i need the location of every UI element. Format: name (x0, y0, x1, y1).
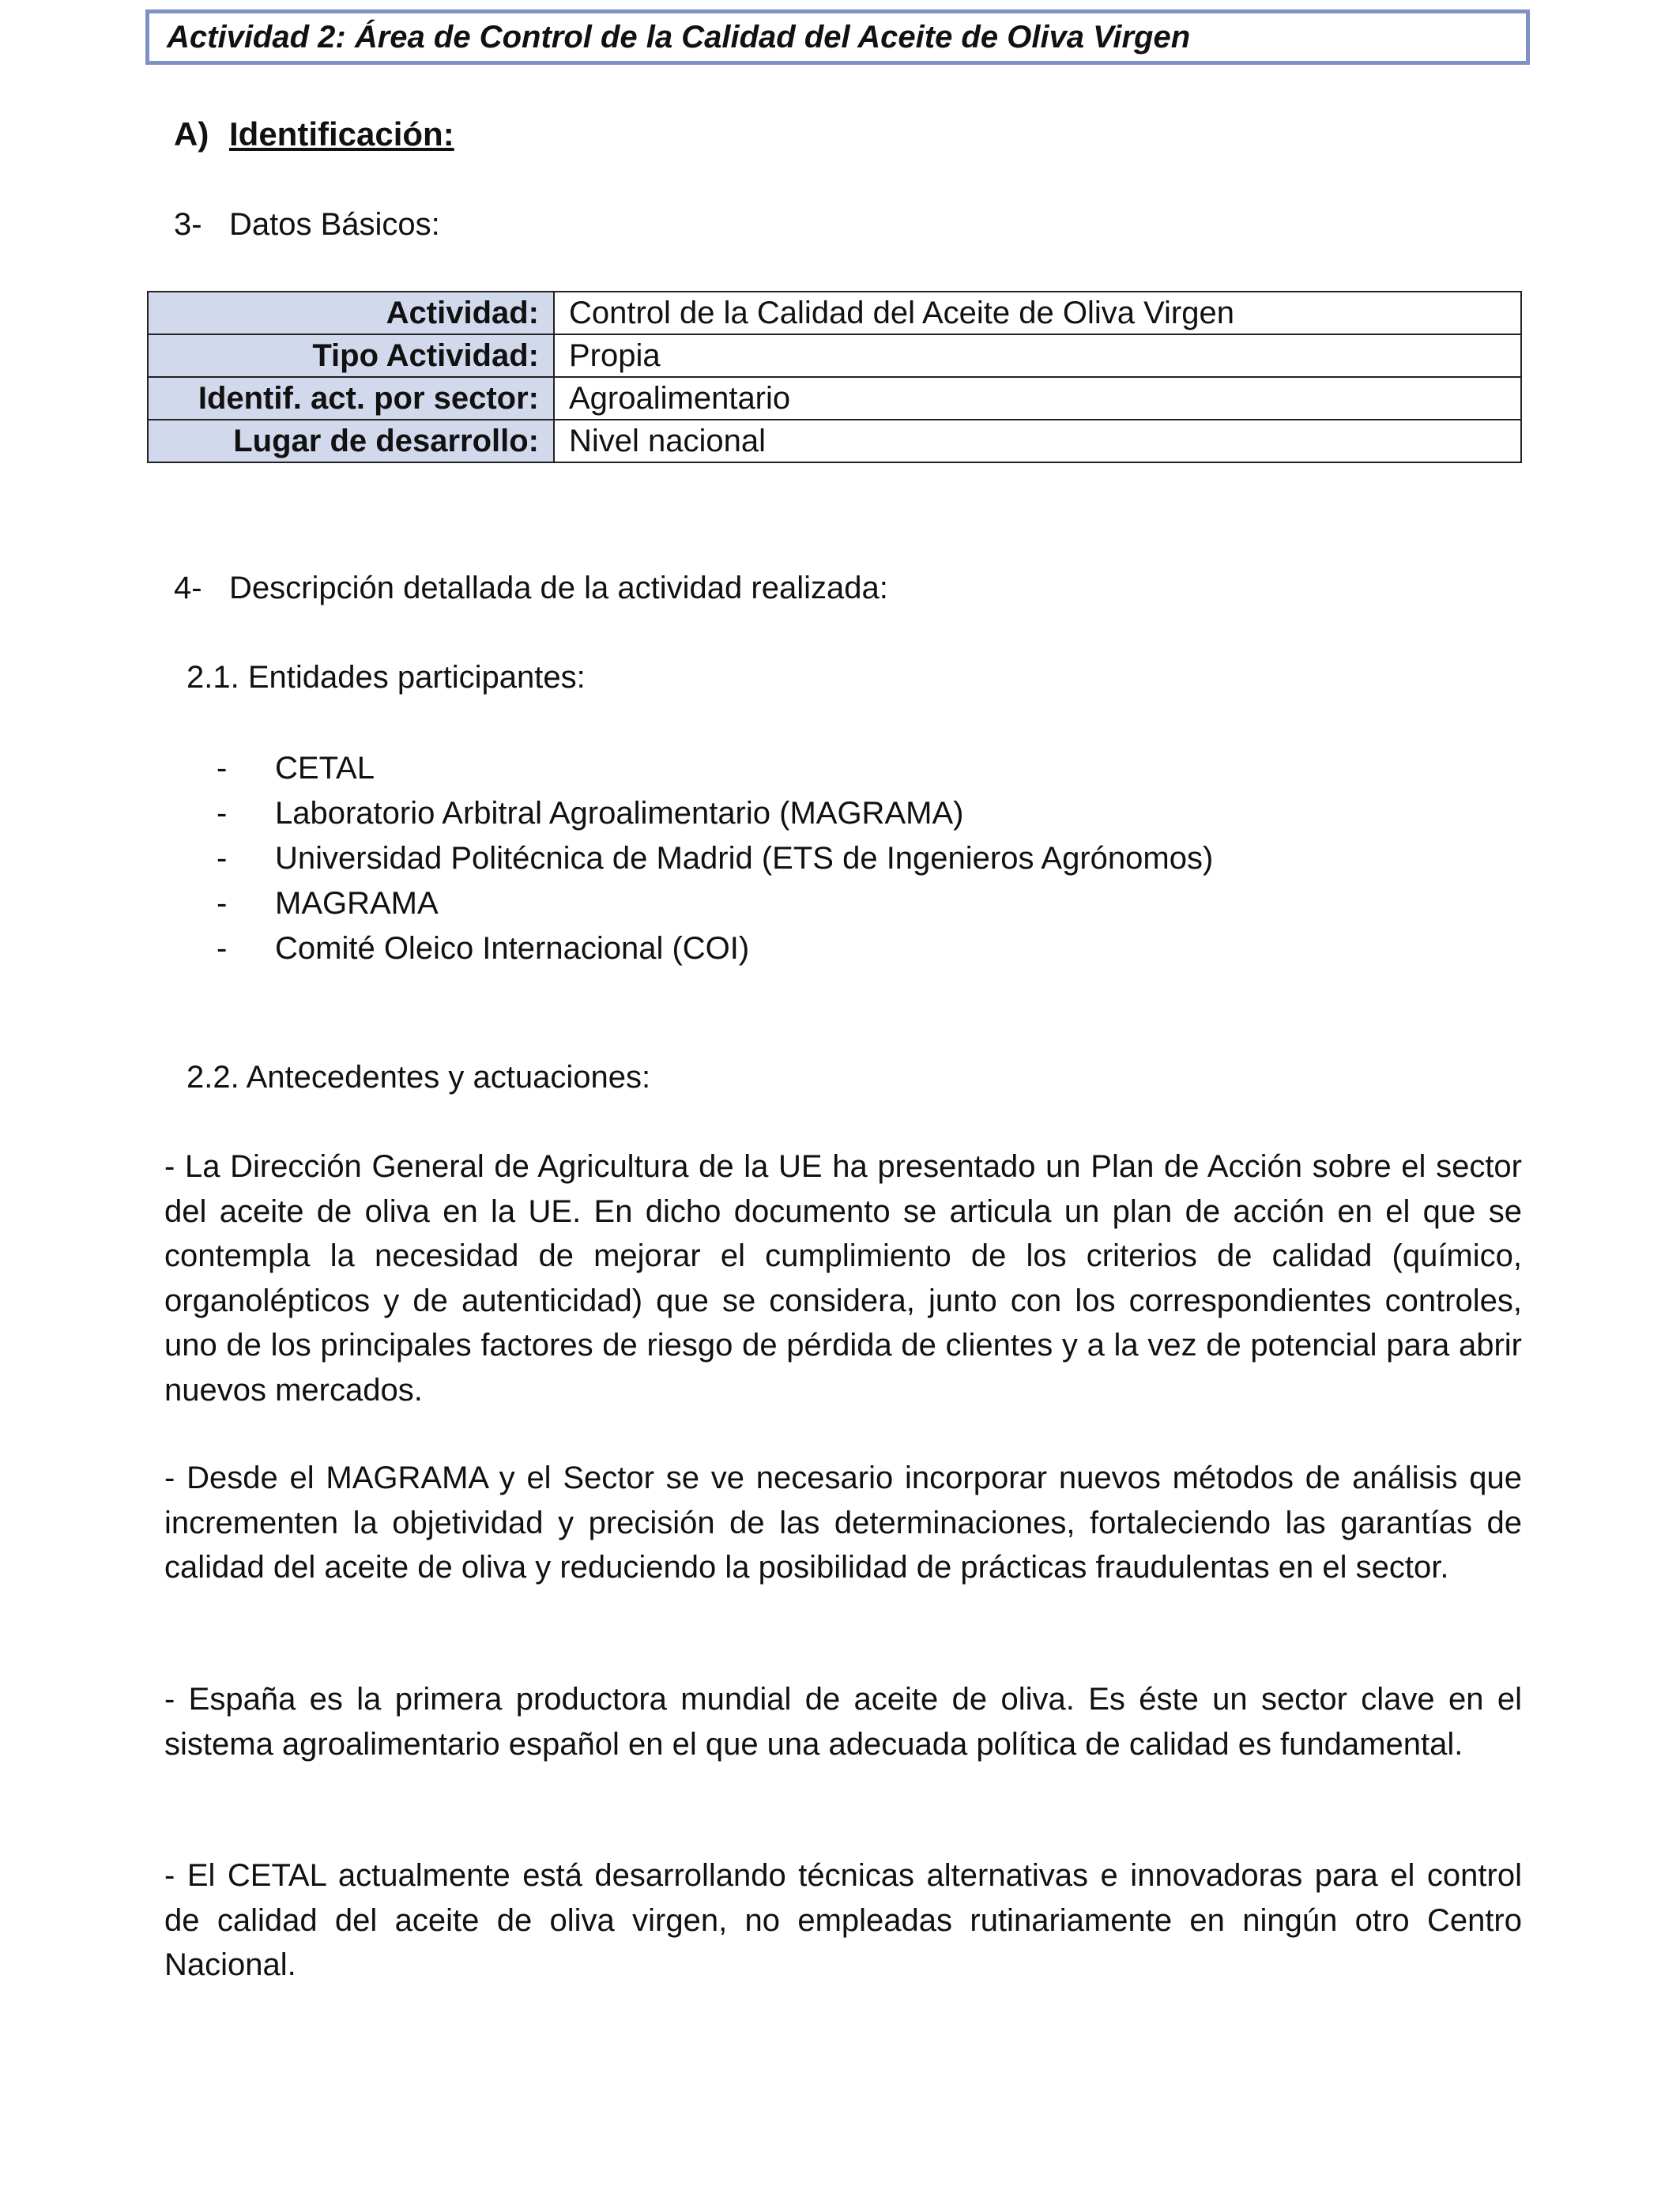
antecedentes-paragraph-3: - España es la primera productora mundial de aceite de oliva. Es éste un sector clave en el sistema agroalimentario español en el que una adecuada política de calidad es fundamental. (164, 1682, 1522, 1762)
entidades-list (217, 746, 1213, 971)
descripcion-label: Descripción detallada de la actividad realizada: (229, 571, 888, 605)
descripcion-heading (174, 571, 888, 606)
table-row (148, 377, 1521, 420)
list-dash: - (217, 886, 228, 921)
table-value-actividad: Control de la Calidad del Aceite de Oliva Virgen (554, 292, 1521, 334)
list-dash: - (217, 841, 228, 876)
antecedentes-paragraph-2: - Desde el MAGRAMA y el Sector se ve necesario incorporar nuevos métodos de análisis que incrementen la objetividad y precisión de las determinaciones, fortaleciendo las garantías de calidad del aceite de oliva y reduciendo la posibilidad de prácticas fraudulentas en el sector. (164, 1461, 1522, 1585)
table-key-lugar: Lugar de desarrollo: (148, 420, 554, 462)
table-row (148, 334, 1521, 377)
list-dash: - (217, 796, 228, 831)
datos-basicos-label: Datos Básicos: (229, 207, 440, 242)
list-dash: - (217, 931, 228, 966)
antecedentes-paragraph-4: - El CETAL actualmente está desarrollando técnicas alternativas e innovadoras para el control de calidad del aceite de oliva virgen, no empleadas rutinariamente en ningún otro Centro Nacional. (164, 1858, 1522, 1982)
descripcion-marker: 4- (174, 571, 202, 605)
list-item-text: Laboratorio Arbitral Agroalimentario (MAGRAMA) (275, 796, 964, 831)
table-value-tipo-actividad: Propia (554, 334, 1521, 377)
list-item-text: Universidad Politécnica de Madrid (ETS de Ingenieros Agrónomos) (275, 841, 1214, 876)
entidades-heading: 2.1. Entidades participantes: (186, 660, 586, 695)
table-value-lugar: Nivel nacional (554, 420, 1521, 462)
section-a-label: Identificación: (229, 115, 454, 153)
table-row (148, 420, 1521, 462)
list-dash: - (217, 751, 228, 786)
datos-basicos-marker: 3- (174, 207, 202, 242)
antecedentes-heading: 2.2. Antecedentes y actuaciones: (186, 1060, 651, 1095)
list-item-text: Comité Oleico Internacional (COI) (275, 931, 750, 966)
list-item (217, 746, 1213, 791)
document-title: Actividad 2: Área de Control de la Calidad del Aceite de Oliva Virgen (167, 19, 1191, 55)
table-key-identif-sector: Identif. act. por sector: (148, 377, 554, 420)
table-row (148, 292, 1521, 334)
list-item (217, 791, 1213, 836)
datos-basicos-heading (174, 207, 440, 243)
list-item (217, 836, 1213, 881)
list-item-text: CETAL (275, 751, 375, 786)
title-box (145, 9, 1530, 65)
table-key-tipo-actividad: Tipo Actividad: (148, 334, 554, 377)
list-item (217, 926, 1213, 971)
table-value-identif-sector: Agroalimentario (554, 377, 1521, 420)
section-a-marker: A) (174, 115, 209, 153)
list-item (217, 881, 1213, 926)
table-key-actividad: Actividad: (148, 292, 554, 334)
list-item-text: MAGRAMA (275, 886, 439, 921)
antecedentes-paragraph-1: - La Dirección General de Agricultura de la UE ha presentado un Plan de Acción sobre el sector del aceite de oliva en la UE. En dicho documento se articula un plan de acción en el que se contempla la necesidad de mejorar el cumplimiento de los criterios de calidad (químico, organolépticos y de autenticidad) que se considera, junto con los correspondientes controles, uno de los principales factores de riesgo de pérdida de clientes y a la vez de potencial para abrir nuevos mercados. (164, 1149, 1522, 1408)
basic-data-table (147, 291, 1522, 463)
section-a-heading (174, 115, 454, 153)
